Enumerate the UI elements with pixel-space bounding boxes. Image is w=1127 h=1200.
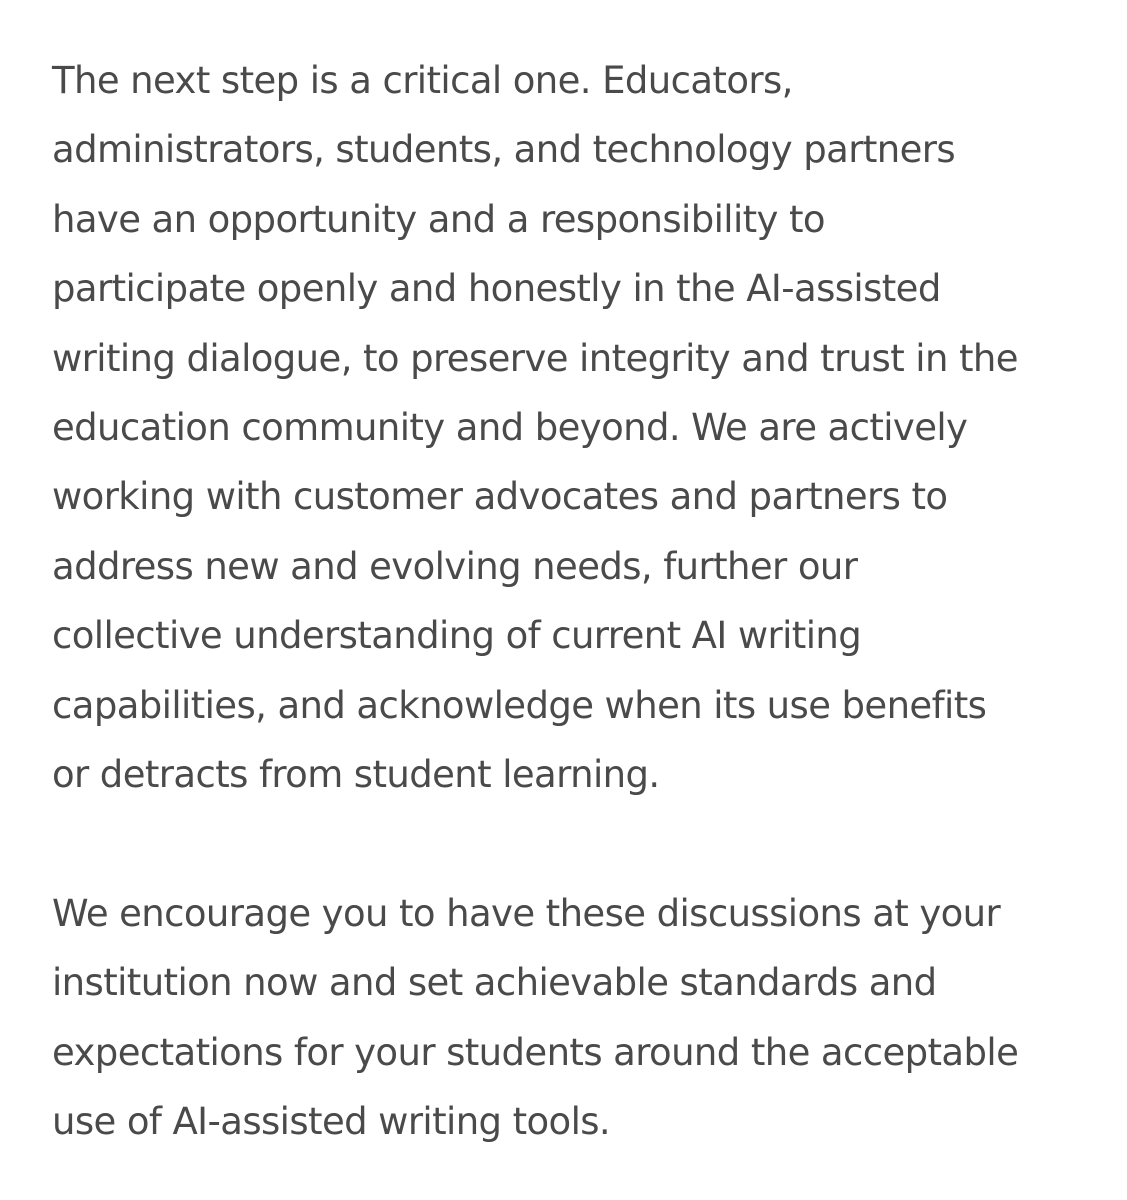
text-line: We encourage you to have these discussions at your	[52, 891, 1001, 935]
article-body	[52, 46, 1092, 1156]
text-line: have an opportunity and a responsibility to	[52, 197, 825, 241]
text-line: education community and beyond. We are actively	[52, 406, 968, 450]
text-line: institution now and set achievable standards and	[52, 961, 937, 1005]
text-line: writing dialogue, to preserve integrity and trust in the	[52, 336, 1018, 380]
text-line: collective understanding of current AI writing	[52, 614, 862, 658]
text-line: use of AI-assisted writing tools.	[52, 1100, 611, 1144]
text-line: expectations for your students around the acceptable	[52, 1030, 1019, 1074]
text-line: address new and evolving needs, further our	[52, 544, 858, 588]
text-line: or detracts from student learning.	[52, 753, 660, 797]
paragraph-encourage	[52, 879, 1092, 1157]
paragraph-next-step	[52, 46, 1092, 809]
text-line: capabilities, and acknowledge when its use benefits	[52, 683, 987, 727]
text-line: working with customer advocates and partners to	[52, 475, 948, 519]
text-line: The next step is a critical one. Educators,	[52, 59, 793, 102]
text-line: participate openly and honestly in the AI-assisted	[52, 267, 941, 311]
text-line: administrators, students, and technology partners	[52, 128, 956, 172]
